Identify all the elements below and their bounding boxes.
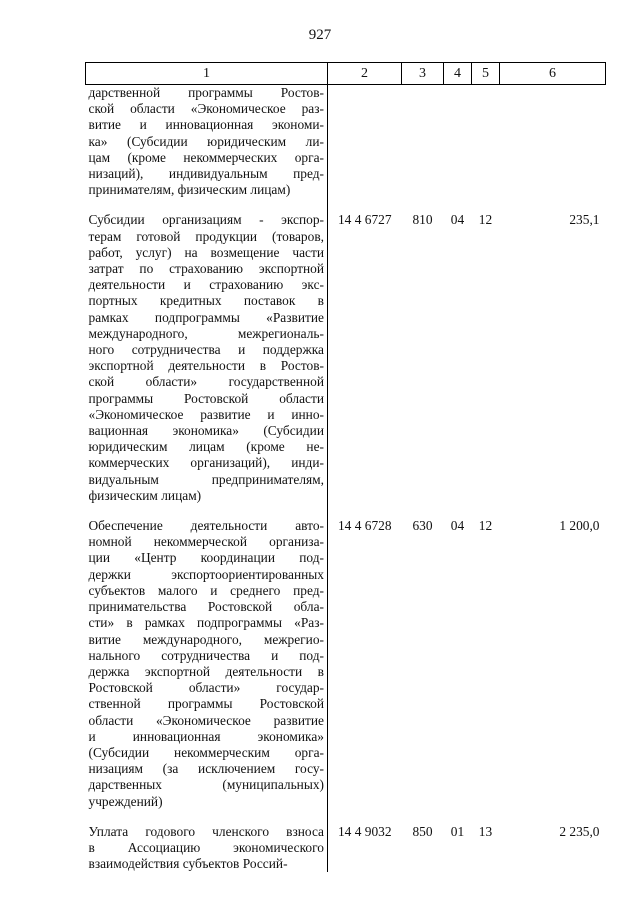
row-name-line: юридическим лицам (кроме не- — [88, 439, 324, 455]
row-name-line: держки экспортоориентированных — [88, 566, 324, 582]
row-name-line: витие и инновационная экономи- — [88, 117, 324, 133]
row-subsection-cell: 13 — [478, 823, 493, 839]
row-name-line: низаций), индивидуальным пред- — [88, 166, 324, 182]
row-expense-type-cell: 850 — [412, 823, 433, 839]
row-expense-type-cell: 810 — [412, 212, 433, 228]
row-name-line: работ, услуг) на возмещение части — [88, 244, 324, 260]
budget-table — [85, 62, 606, 872]
row-name-line: (Субсидии некоммерческим орга- — [88, 744, 324, 760]
column-header-3: 3 — [402, 63, 444, 85]
row-name-line: терам готовой продукции (товаров, — [88, 228, 324, 244]
row-name-line: международного, межрегиональ- — [88, 325, 324, 341]
row-name-line: затрат по страхованию экспортной — [88, 261, 324, 277]
row-amount-cell: 2 235,0 — [559, 823, 600, 839]
row-section-cell: 04 — [450, 518, 465, 534]
row-name-line: деятельности и страхованию экс- — [88, 277, 324, 293]
table-row — [86, 198, 606, 504]
row-name-line: субъектов малого и среднего пред- — [88, 582, 324, 598]
row-name-line: ственной программы Ростовской — [88, 696, 324, 712]
row-name-line: дарственных (муниципальных) — [88, 777, 324, 793]
row-name-line: низациям (за исключением госу- — [88, 761, 324, 777]
row-name-line: витие международного, межрегио- — [88, 631, 324, 647]
column-header-2: 2 — [328, 63, 402, 85]
row-name-line: ка» (Субсидии юридическим ли- — [88, 133, 324, 149]
column-header-1: 1 — [86, 63, 328, 85]
row-code-cell: 14 4 9032 — [337, 823, 392, 839]
row-name-line: в Ассоциацию экономического — [88, 839, 324, 855]
row-code-cell: 14 4 6728 — [337, 518, 392, 534]
row-name-line: держка экспортной деятельности в — [88, 663, 324, 679]
row-name-line: ного сотрудничества и поддержка — [88, 342, 324, 358]
page-number: 927 — [308, 27, 332, 43]
row-name-line: Уплата годового членского взноса — [88, 823, 324, 839]
row-expense-type-cell — [402, 85, 444, 199]
row-name-line: программы Ростовской области — [88, 390, 324, 406]
row-name-line: рамках подпрограммы «Развитие — [88, 309, 324, 325]
row-name-line: Обеспечение деятельности авто- — [88, 518, 324, 534]
row-name-line: дарственной программы Ростов- — [88, 85, 324, 100]
table-row — [86, 810, 606, 873]
row-name-line: цам (кроме некоммерческих орга- — [88, 149, 324, 165]
row-name-line: экспортной деятельности в Ростов- — [88, 358, 324, 374]
row-name-line: принимательства Ростовской обла- — [88, 599, 324, 615]
row-amount-cell — [500, 85, 606, 199]
row-name-line: сти» в рамках подпрограммы «Раз- — [88, 615, 324, 631]
column-header-5: 5 — [472, 63, 500, 85]
column-header-6: 6 — [500, 63, 606, 85]
row-name-cell — [86, 85, 328, 199]
row-name-line: Ростовской области» государ- — [88, 680, 324, 696]
row-code-cell: 14 4 6727 — [337, 212, 392, 228]
row-name-line: видуальным предпринимателям, — [88, 471, 324, 487]
table-row — [86, 504, 606, 810]
row-section-cell: 01 — [450, 823, 465, 839]
row-section-cell: 04 — [450, 212, 465, 228]
row-amount-cell: 1 200,0 — [559, 518, 600, 534]
row-subsection-cell — [472, 85, 500, 199]
row-name-line: «Экономическое развитие и инно- — [88, 406, 324, 422]
table-row — [86, 85, 606, 199]
row-subsection-cell: 12 — [478, 212, 493, 228]
row-name-cell — [86, 810, 328, 873]
row-name-line: физическим лицам) — [88, 487, 202, 503]
row-name-line: и инновационная экономика» — [88, 728, 324, 744]
row-name-line: принимателям, физическим лицам) — [88, 182, 291, 198]
row-name-line: нального сотрудничества и под- — [88, 647, 324, 663]
row-name-line: ской области» государственной — [88, 374, 324, 390]
row-name-line: Субсидии организациям - экспор- — [88, 212, 324, 228]
row-name-cell — [86, 504, 328, 810]
row-name-cell — [86, 198, 328, 504]
row-code-cell — [328, 85, 402, 199]
row-name-line: коммерческих организаций), инди- — [88, 455, 324, 471]
row-name-line: учреждений) — [88, 793, 163, 809]
row-name-line: ции «Центр координации под- — [88, 550, 324, 566]
row-section-cell — [444, 85, 472, 199]
row-name-line: ской области «Экономическое раз- — [88, 101, 324, 117]
row-name-line: вационная экономика» (Субсидии — [88, 423, 324, 439]
row-subsection-cell: 12 — [478, 518, 493, 534]
row-name-line: номной некоммерческой организа- — [88, 534, 324, 550]
row-amount-cell: 235,1 — [569, 212, 600, 228]
row-name-line: области «Экономическое развитие — [88, 712, 324, 728]
row-name-line: взаимодействия субъектов Россий- — [88, 856, 288, 872]
table-header-row — [86, 63, 606, 85]
row-expense-type-cell: 630 — [412, 518, 433, 534]
column-header-4: 4 — [444, 63, 472, 85]
row-name-line: портных кредитных поставок в — [88, 293, 324, 309]
